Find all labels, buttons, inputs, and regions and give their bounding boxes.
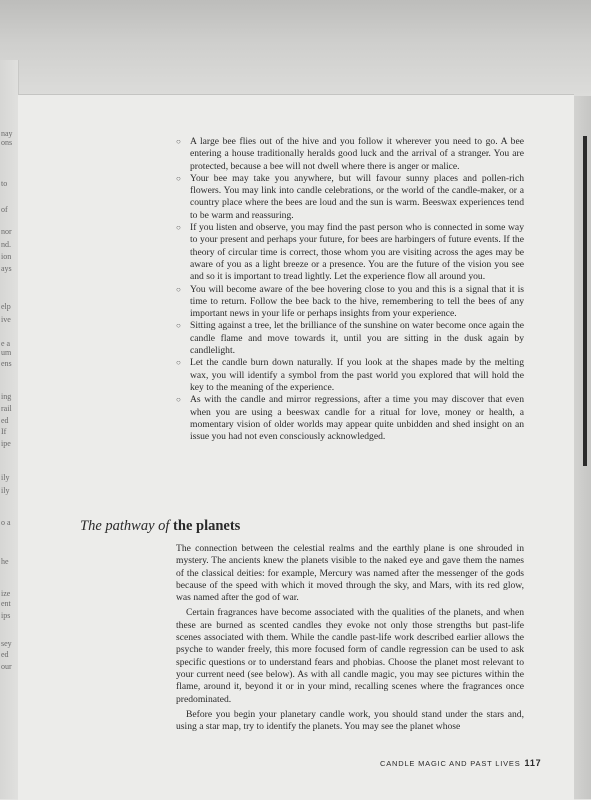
facing-page-fragment: ent	[1, 599, 11, 608]
facing-page-fragment: of	[1, 205, 8, 214]
list-item	[176, 173, 524, 222]
facing-page-fragment: ion	[1, 252, 12, 261]
bullet-text: Sitting against a tree, let the brilliance of the sunshine on water become once again the candle flame and move towards it, until you are sitting in the dusk again by candlelight.	[190, 320, 524, 357]
facing-page-fragment: ed	[1, 416, 9, 425]
facing-page-fragment: sey	[1, 639, 12, 648]
facing-page-fragment: our	[1, 662, 12, 671]
list-item	[176, 136, 524, 173]
section-body	[176, 543, 524, 733]
bullet-circle-icon: ○	[176, 284, 181, 294]
bullet-text: Your bee may take you anywhere, but will favour sunny places and pollen-rich flowers. You may link into candle celebrations, or the world of the candle-maker, or a country place where the bees are loud and the sun is warm. Beeswax experiences tend to be warm and reassuring.	[190, 172, 524, 221]
bullet-text: You will become aware of the bee hovering close to you and this is a signal that it is time to return. Follow the bee back to the hive, remembering to tell the bees of any important news in your life or perhaps insights from your experience.	[190, 283, 524, 320]
page-number: 117	[524, 758, 542, 768]
page-edge-right	[574, 96, 591, 799]
bullet-circle-icon: ○	[176, 173, 181, 183]
edge-bar	[583, 136, 587, 466]
list-item	[176, 222, 524, 283]
scan-shadow	[0, 0, 591, 96]
facing-page-fragment: nay	[1, 129, 13, 138]
facing-page-fragment: ons	[1, 138, 13, 147]
bullet-circle-icon: ○	[176, 395, 181, 405]
facing-page-fragment: ays	[1, 264, 12, 273]
list-item	[176, 394, 524, 443]
paragraph: Certain fragrances have become associated with the qualities of the planets, and when these are burned as scented candles they evoke not only those strengths but past-life scenes associated with them. While the candle past-life work described earlier allows the psyche to wander freely, this more focused form of candle regression can be used to ask specific questions or to understand fears and phobias. Choose the planet most relevant to your current need (see below). As with all candle magic, you may see pictures within the flame, around it, beyond it or in your mind, recalling scenes where the fragrances once predominated.	[176, 607, 524, 705]
bullet-text: A large bee flies out of the hive and you follow it wherever you need to go. A bee entering a house traditionally heralds good luck and the arrival of a stranger. You are protected, because a bee will not dwell where there is anger or malice.	[190, 136, 524, 172]
facing-page-fragment: he	[1, 557, 9, 566]
heading-light: The pathway of	[80, 518, 170, 534]
running-footer	[380, 758, 542, 768]
bullet-circle-icon: ○	[176, 321, 181, 331]
facing-page-fragment: ily	[1, 473, 10, 482]
bullet-text: As with the candle and mirror regressions, after a time you may discover that even when you are using a beeswax candle for a ritual for love, money or health, a momentary vision of older worlds may appear quite unbidden and shed insight on an issue you had not even consciously acknowledged.	[190, 394, 524, 443]
facing-page-fragment: nor	[1, 227, 12, 236]
facing-page-fragment: ens	[1, 359, 12, 368]
bullet-circle-icon: ○	[176, 223, 181, 233]
facing-page-fragment: elp	[1, 302, 11, 311]
bullet-circle-icon: ○	[176, 137, 181, 146]
bullet-circle-icon: ○	[176, 358, 181, 368]
list-item	[176, 284, 524, 321]
running-title: CANDLE MAGIC AND PAST LIVES	[380, 759, 521, 768]
facing-page-fragment: ing	[1, 392, 12, 401]
facing-page-fragment: nd.	[1, 240, 11, 249]
facing-page-fragment: ize	[1, 589, 11, 598]
facing-page-fragment: rail	[1, 404, 12, 413]
facing-page-fragment: o a	[1, 518, 11, 527]
list-item	[176, 320, 524, 357]
heading-strong: the planets	[173, 518, 241, 534]
facing-page-fragment: to	[1, 179, 8, 188]
bullet-text: If you listen and observe, you may find the past person who is connected in some way to your present and perhaps your future, for bees are harbingers of future events. If the theory of circular time is correct, those whom you are visiting across the ages may be aware of you as a light breeze or a presence. You are the future of the vision you see and so it is important to tread lightly. Let the experience flow all around you.	[190, 222, 524, 283]
facing-page-fragment: ily	[1, 486, 10, 495]
paragraph: Before you begin your planetary candle work, you should stand under the stars and, using a star map, try to identify the planets. You may see the planet whose	[176, 708, 524, 733]
paragraph: The connection between the celestial realms and the earthly plane is one shrouded in mystery. The ancients knew the planets visible to the naked eye and gave them the names of the classical deities: for example, Mercury was named after the messenger of the gods because of the speed with which it moved through the sky, and Mars, with its red glow, was named after the god of war.	[176, 543, 524, 604]
facing-page-fragment: e a	[1, 339, 11, 348]
facing-page-fragment: um	[1, 348, 12, 357]
facing-page-edge	[0, 60, 19, 799]
bullet-text: Let the candle burn down naturally. If you look at the shapes made by the melting wax, you will identify a symbol from the past world you explored that will hold the key to the meaning of the experience.	[190, 357, 524, 393]
facing-page-fragment: ips	[1, 611, 11, 620]
facing-page-fragment: ive	[1, 315, 11, 324]
facing-page-fragment: ed	[1, 650, 9, 659]
section-heading	[80, 517, 480, 535]
facing-page-fragment: If	[1, 427, 7, 436]
list-item	[176, 357, 524, 394]
bullet-list	[176, 136, 524, 443]
facing-page-fragment: ipe	[1, 439, 11, 448]
